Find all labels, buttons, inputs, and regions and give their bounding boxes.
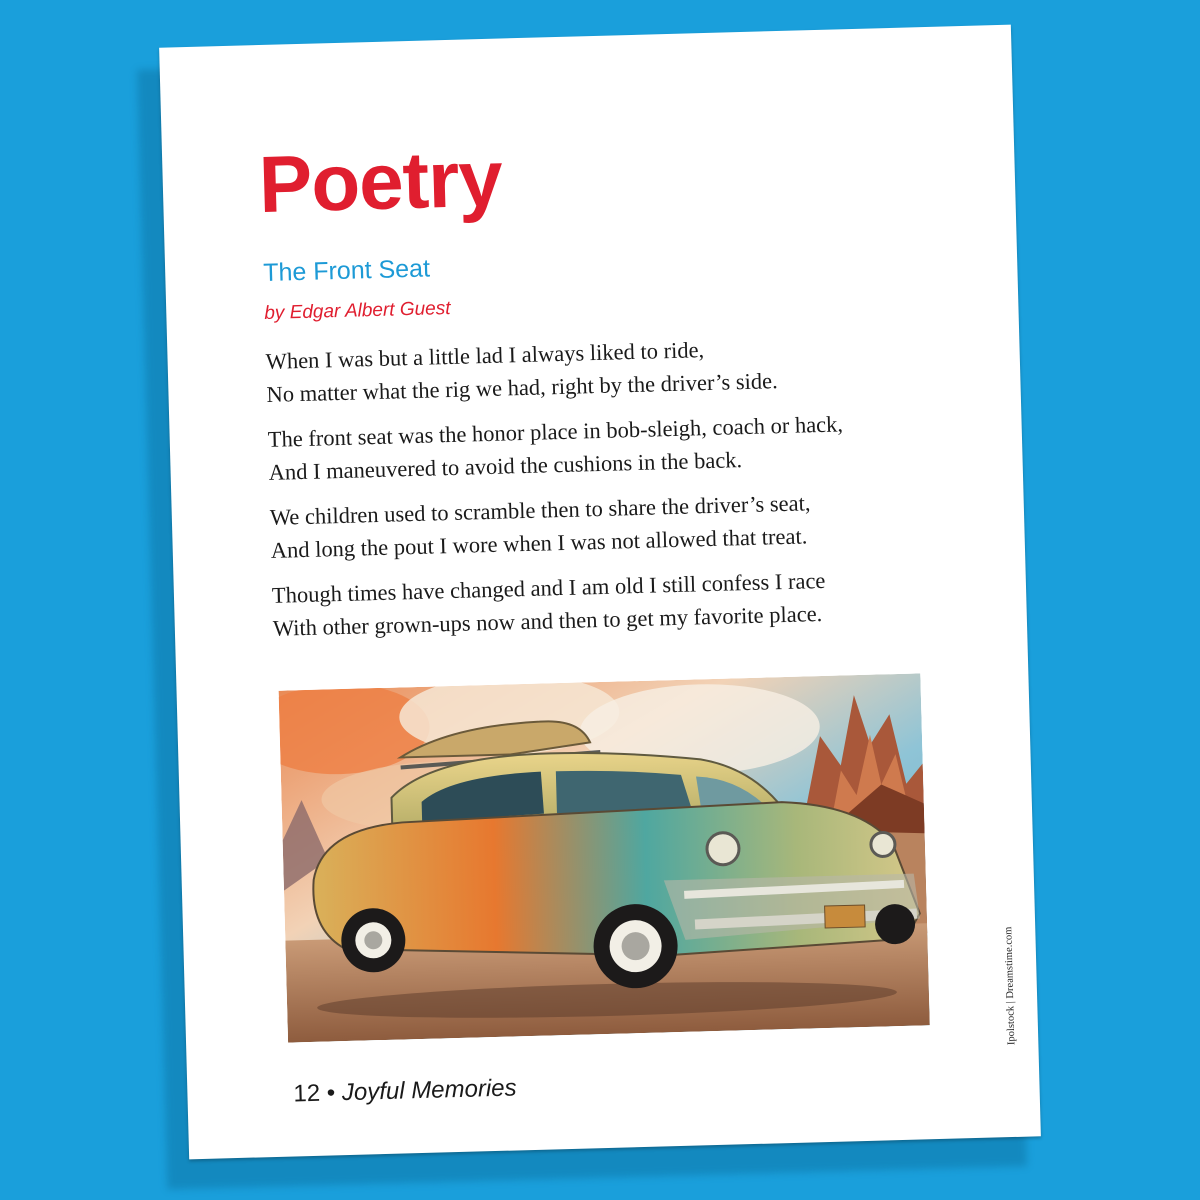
page-footer <box>293 1074 517 1108</box>
footer-separator: • <box>326 1079 336 1107</box>
image-credit: Ipolstock | Dreamstime.com <box>1003 926 1018 1046</box>
poem-line: And I maneuvered to avoid the cushions in the back. <box>268 447 743 485</box>
poem-line: We children used to scramble then to share the driver’s seat, <box>269 490 811 530</box>
poem-title: The Front Seat <box>262 254 431 287</box>
stanza <box>265 327 947 411</box>
stanza <box>269 483 951 567</box>
vintage-car-painting <box>279 673 930 1042</box>
poem-line: And long the pout I wore when I was not allowed that treat. <box>270 523 808 563</box>
poem-line: With other grown-ups now and then to get my favorite place. <box>272 601 823 641</box>
poem-line: When I was but a little lad I always liked to ride, <box>265 337 705 374</box>
poem-line: The front seat was the honor place in bob-sleigh, coach or hack, <box>267 411 844 452</box>
poem-author: by Edgar Albert Guest <box>264 297 451 324</box>
section-title: Poetry <box>257 133 503 230</box>
poem-line: No matter what the rig we had, right by the driver’s side. <box>266 368 779 407</box>
page-number: 12 <box>293 1079 321 1108</box>
poem-body <box>265 327 953 657</box>
publication-name: Joyful Memories <box>341 1074 517 1107</box>
poem-line: Though times have changed and I am old I still confess I race <box>271 567 826 608</box>
vintage-car-illustration <box>279 673 930 1042</box>
stanza <box>272 560 954 644</box>
magazine-page <box>159 25 1041 1160</box>
stanza <box>267 405 949 489</box>
